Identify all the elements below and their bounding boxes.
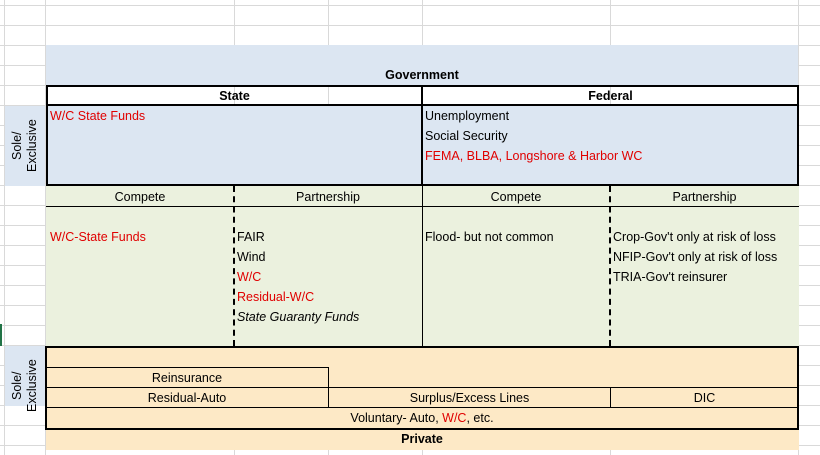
- state-dash-divider: [233, 186, 235, 346]
- state-partnership-item: Residual-W/C: [237, 290, 315, 304]
- federal-header: Federal: [588, 89, 633, 103]
- federal-compete-item: Flood- but not common: [425, 230, 554, 244]
- federal-partnership-item: TRIA-Gov't reinsurer: [613, 270, 728, 284]
- federal-partnership-header: Partnership: [672, 190, 737, 204]
- federal-partnership-item: NFIP-Gov't only at risk of loss: [613, 250, 778, 264]
- state-federal-divider: [422, 186, 423, 346]
- federal-compete-header: Compete: [490, 190, 542, 204]
- voluntary-suffix: , etc.: [466, 411, 494, 425]
- private-title: Private: [401, 432, 443, 446]
- federal-partnership-item: Crop-Gov't only at risk of loss: [613, 230, 776, 244]
- sole-label-line2: Exclusive: [25, 359, 39, 413]
- reinsurance-label: Reinsurance: [151, 371, 223, 385]
- state-sole-item: W/C State Funds: [50, 109, 146, 123]
- state-partnership-item: State Guaranty Funds: [237, 310, 360, 324]
- federal-sole-item: Social Security: [425, 129, 508, 143]
- state-partnership-item: W/C: [237, 270, 262, 284]
- sole-exclusive-label-government: [5, 106, 45, 186]
- sole-label-line1: Sole/: [10, 371, 24, 401]
- government-title: Government: [385, 68, 459, 82]
- state-compete-item: W/C-State Funds: [50, 230, 146, 244]
- state-partnership-item: Wind: [237, 250, 266, 264]
- federal-sole-item: FEMA, BLBA, Longshore & Harbor WC: [425, 149, 643, 163]
- state-partnership-item: FAIR: [237, 230, 265, 244]
- voluntary-prefix: Voluntary- Auto,: [350, 411, 443, 425]
- dic-label: DIC: [693, 391, 716, 405]
- federal-dash-divider: [609, 186, 611, 346]
- state-header: State: [219, 89, 250, 103]
- state-partnership-header: Partnership: [296, 190, 360, 204]
- state-compete-header: Compete: [114, 190, 166, 204]
- residual-auto-label: Residual-Auto: [147, 391, 227, 405]
- surplus-lines-label: Surplus/Excess Lines: [409, 391, 530, 405]
- sole-exclusive-label-private: [5, 346, 45, 426]
- voluntary-label: [46, 408, 798, 428]
- sole-label-line2: Exclusive: [25, 119, 39, 173]
- voluntary-wc: W/C: [442, 411, 467, 425]
- federal-sole-item: Unemployment: [425, 109, 510, 123]
- sole-label-line1: Sole/: [10, 131, 24, 161]
